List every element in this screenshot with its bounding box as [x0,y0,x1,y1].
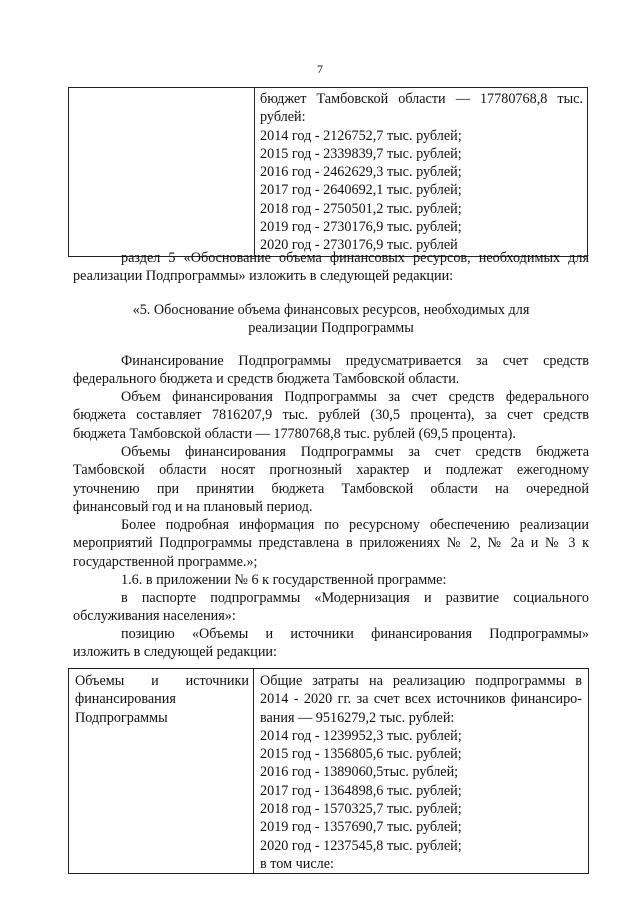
funding-table-top [68,87,588,257]
table-line: 2020 год - 1237545,8 тыс. рублей; [260,837,462,854]
section-heading: «5. Обоснование объема финансовых ресурсов, необходимых для реализации Подпрограммы [132,302,530,337]
table-line: 2016 год - 2462629,3 тыс. рублей; [260,164,462,181]
paragraph-item-1-6: 1.6. в приложении № 6 к государственной программе: [121,572,447,588]
table-line: вания — 9516279,2 тыс. рублей: [260,709,455,726]
table-cell-funding [255,88,588,257]
table-line: 2014 - 2020 гг. за счет всех источников финансиро- [260,691,582,708]
paragraph-financing: Финансирование Подпрограммы предусматривается за счет средств федерального бюджета и средств бюджета Тамбовской области. [73,353,589,388]
table-cell-funding [254,669,589,874]
table-line: 2015 год - 2339839,7 тыс. рублей; [260,145,462,162]
table-line: финансирования [75,691,176,708]
table-line: 2017 год - 1364898,6 тыс. рублей; [260,782,462,799]
table-line: бюджет Тамбовской области — 17780768,8 тыс. [260,91,583,107]
paragraph-position: позицию «Объемы и источники финансирования Подпрограммы» изложить в следующей редакции: [73,626,589,661]
table-line: рублей: [260,109,306,126]
paragraph-section-5: раздел 5 «Обоснование объема финансовых ресурсов, необходимых для реализации Подпрограммы» изложить в следующей редакции: [73,250,589,285]
table-line: в том числе: [260,855,334,872]
table-line: 2019 год - 1357690,7 тыс. рублей; [260,819,462,836]
funding-table-bottom [68,668,589,874]
table-line: 2014 год - 1239952,3 тыс. рублей; [260,727,462,744]
table-line: 2018 год - 2750501,2 тыс. рублей; [260,200,462,217]
paragraph-forecast: Объемы финансирования Подпрограммы за счет средств бюджета Тамбовской области носят прогнозный характер и подлежат ежегодному уточнению при принятии бюджета Тамбовской области на очередной финансовый год и на плановый период. [73,444,589,515]
table-cell-empty [69,88,255,257]
table-line: 2019 год - 2730176,9 тыс. рублей; [260,219,462,236]
table-line: 2018 год - 1570325,7 тыс. рублей; [260,801,462,818]
table-line: 2016 год - 1389060,5тыс. рублей; [260,764,459,781]
page-number: 7 [317,62,323,76]
table-cell-label [69,669,254,874]
paragraph-passport: в паспорте подпрограммы «Модернизация и развитие социального обслуживания населения»: [73,590,589,625]
table-line: Подпрограммы [75,709,168,726]
paragraph-volume: Объем финансирования Подпрограммы за счет средств федерального бюджета составляет 7816207,9 тыс. рублей (30,5 процента), за счет средств бюджета Тамбовской области — 17780768,8 тыс. рублей (69,5 процента). [73,389,589,442]
table-line: Общие затраты на реализацию подпрограммы в [260,673,582,689]
table-line: 2020 год - 2730176,9 тыс. рублей [260,237,458,254]
table-line: 2015 год - 1356805,6 тыс. рублей; [260,746,462,763]
paragraph-details: Более подробная информация по ресурсному обеспечению реализации мероприятий Подпрограммы представлена в приложениях № 2, № 2а и № 3 к государственной программе.»; [73,517,589,570]
table-line: 2017 год - 2640692,1 тыс. рублей; [260,182,462,199]
table-line: 2014 год - 2126752,7 тыс. рублей; [260,127,462,144]
table-line: Объемы и источники [75,673,249,689]
